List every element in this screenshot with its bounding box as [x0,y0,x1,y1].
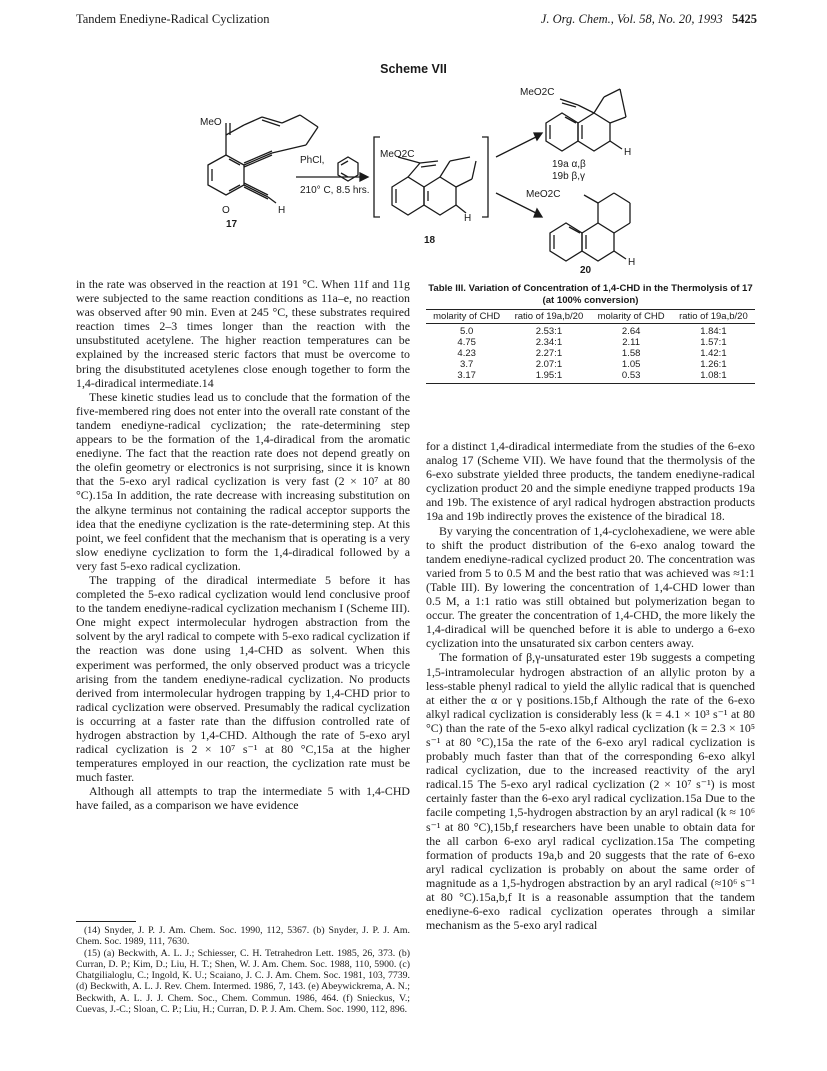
table-row [426,324,755,338]
reference-14: (14) Snyder, J. P. J. Am. Chem. Soc. 1990, 112, 5367. (b) Snyder, J. P. J. Am. Chem. Soc. 1989, 111, 7630. [76,925,410,948]
col-header: molarity of CHD [426,310,507,324]
table-cell: 1.42:1 [700,348,727,359]
scheme-label-17: 17 [226,219,238,230]
table-row [426,370,755,384]
scheme-meo2c-19: MeO2C [520,87,555,98]
table-cell: 2.11 [622,337,641,348]
left-column [76,277,410,813]
arrowhead-to-20 [534,209,542,217]
product-20-structure [550,193,630,261]
reference-15: (15) (a) Beckwith, A. L. J.; Schiesser, C. H. Tetrahedron Lett. 1985, 26, 373. (b) Curran, D. P.; Kim, D.; Liu, H. T.; Shen, W. J. Am. Chem. Soc. 1988, 110, 5900. (c) Chatgilialoglu, C.; Ingold, K. U.; Scaiano, J. C. J. Am. Chem. Soc. 1981, 103, 7739. (d) Beckwith, A. L. J. Rev. Chem. Intermed. 1986, 7, 143. (e) Abeywickrema, A. N.; Beckwith, A. L. J. J. Chem. Soc., Chem. Commun. 1986, 464. (f) Snieckus, V.; Cuevas, J.-C.; Sloan, C. P.; Liu, H.; Curran, D. P. J. Am. Chem. Soc. 1990, 112, 896. [76,947,410,1016]
page-number: 5425 [732,12,757,26]
scheme-meo2c-20: MeO2C [526,189,561,200]
table-row [426,359,755,370]
intermediate-18-structure [392,157,476,215]
col-header: molarity of CHD [590,310,671,324]
table-cell: 2.64 [621,326,641,337]
scheme-reagents: PhCl, [300,155,325,166]
scheme-h-20: H [628,257,636,268]
table-cell: 2.34:1 [535,337,563,348]
arrowhead-to-19 [534,133,542,140]
paragraph-6: By varying the concentration of 1,4-cyclohexadiene, we were able to shift the product distribution of the 6-exo analog toward the tandem enediyne-radical cyclized product 20. The concentration was varied from 5 to 0.5 M and the best ratio that was achieved was ≈1:1 (Table III). By lowering the concentration of 1,4-CHD lower than 0.5 M, a 1:1 ratio was still obtained but polymerization began to occur. The greater the concentration of 1,4-CHD, the more likely the 1,4-diradical will be quenched before it is able to undergo a 6-exo cyclization into the unsaturated six carbon centers away. [426,523,755,651]
scheme-drawing [0,75,827,275]
table-cell: 1.58 [621,348,641,359]
paragraph-7: The formation of β,γ-unsaturated ester 19b suggests a competing 1,5-intramolecular hydrogen abstraction of an allylic proton by a less-stable phenyl radical to yield the allylic radical that is quenched at either the α or γ positions.15b,f Although the rate of the 6-exo alkyl radical cyclization is considerably less (k = 4.1 × 10³ s⁻¹ at 80 °C) than the rate of the 5-exo alkyl radical cyclization (k = 2.3 × 10⁵ s⁻¹ at 80 °C),15a the rate of the 6-exo aryl radical cyclization is probably much faster than that of the corresponding 6-exo alkyl radical cyclization, due to the increased reactivity of the aryl radical.15 The 5-exo aryl radical cyclization (2 × 10⁷ s⁻¹) is most certainly faster than the 6-exo aryl radical cyclization.15a Due to the facile competing 1,5-hydrogen abstraction by an aryl radical (k ≈ 10⁶ s⁻¹ at 80 °C),15b,f researchers have been unable to obtain data for the all carbon 6-exo aryl radical cyclization.15a The competing formation of products 19a,b and 20 suggests that the rate of 6-exo aryl radical cyclization is probably on about the same order of magnitude as a 1,5-hydrogen abstraction by an aryl radical (≈10⁶ s⁻¹ at 80 °C).15a,b,f It is a reasonable assumption that the tandem enediyne-6-exo radical cyclization operates through a similar mechanism as the 5-exo aryl radical [426,650,755,933]
scheme-label-18: 18 [424,235,436,246]
col-header: ratio of 19a,b/20 [672,310,755,324]
paragraph-2: These kinetic studies lead us to conclude that the formation of the five-membered ring does not enter into the overall rate constant of the tandem enediyne-radical cyclization; the rate-determining step appears to be the formation of the 1,4-diradical from the aromatic enediyne. The fact that the reaction rate does not depend greatly on the olefin geometry or electronics is not surprising, since it is known that the 5-exo aryl radical cyclization is very fast (2 × 10⁷ at 80 °C).15a In addition, the rate decrease with increasing substitution on the alkyne terminus not containing the radical acceptor supports the idea that the enediyne cyclization is the rate-determining step. At this point, we feel confident that the mechanism that is operating is a very slow enediyne cyclization to form the 1,4-diradical followed by a very fast 5-exo radical cyclization. [76,389,410,573]
scheme-label-19a: 19a α,β [552,159,586,170]
paragraph-4: Although all attempts to trap the intermediate 5 with 1,4-CHD have failed, as a comparison we have evidence [76,784,410,813]
table-cell: 4.75 [457,337,476,348]
table-cell: 1.95:1 [507,370,590,384]
paragraph-5: for a distinct 1,4-diradical intermediate from the studies of the 6-exo analog 17 (Scheme VII). We have found that the thermolysis of the 6-exo substrate yielded three products, the tandem enediyne-radical cyclization product 20 and the simple enediyne trapped products 19a and 19b. The existence of aryl radical hydrogen abstraction products 19a and 19b indirectly proves the existence of the biradical 18. [426,439,755,524]
table-cell: 2.07:1 [535,359,563,370]
table-cell: 4.23 [457,348,476,359]
col-header: ratio of 19a,b/20 [507,310,590,324]
right-column [426,439,755,932]
scheme-o-label: O [222,205,230,216]
table-cell: 1.57:1 [700,337,727,348]
scheme-label-19b: 19b β,γ [552,171,585,182]
table-cell: 1.26:1 [700,359,727,370]
reaction-arrowhead [360,173,368,181]
scheme-h-17: H [278,205,286,216]
table-cell: 1.05 [621,359,641,370]
journal-name: J. Org. Chem., Vol. 58, No. 20, 1993 [540,12,723,26]
table-iii [426,283,755,384]
concentration-table [426,309,755,384]
arrow-to-19 [496,137,536,157]
table-cell: 1.84:1 [700,326,727,337]
scheme-h-18: H [464,213,472,224]
scheme-meo2c-18: MeO2C [380,149,415,160]
references [76,925,410,1015]
bracket-right [482,137,488,217]
reaction-scheme [0,75,827,275]
table-cell: 1.08:1 [672,370,755,384]
scheme-meo-label: MeO [200,117,222,128]
table-cell: 2.27:1 [535,348,563,359]
journal-citation [541,12,757,27]
scheme-label-20: 20 [580,265,592,275]
footnote-rule [76,921,136,922]
table-row [426,348,755,359]
table-cell: 3.17 [426,370,507,384]
table-cell: 5.0 [460,326,474,337]
paragraph-3: The trapping of the diradical intermediate 5 before it has completed the 5-exo radical cyclization would lend conclusive proof to the tandem enediyne-radical cyclization mechanism I (Scheme III). One might expect intermolecular hydrogen abstraction from the solvent by the aryl radical to compete with 5-exo radical cyclization if the reaction was done using 1,4-CHD as solvent. When this experiment was performed, the only observed product was a tricycle arising from the tandem enediyne-radical cyclization. No products derived from intermolecular hydrogen trapping by 1,4-CHD prior to radical cyclization were observed. Presumably the radical cyclization is occurring at a faster rate than the diffusion controlled rate of hydrogen abstraction by 1,4-CHD. Although the rate of 5-exo aryl radical cyclization is 2 × 10⁷ s⁻¹ at 80 °C,15a at the higher temperatures employed in our reaction, the cyclization rate must be much faster. [76,572,410,785]
table-cell: 3.7 [460,359,474,370]
table-cell: 2.53:1 [535,326,563,337]
scheme-h-19: H [624,147,632,158]
product-19-structure [546,89,626,151]
table-row [426,337,755,348]
scheme-title: Scheme VII [380,62,447,76]
running-header: Tandem Enediyne-Radical Cyclization [76,12,270,26]
table-caption: Table III. Variation of Concentration of 1,4-CHD in the Thermolysis of 17 (at 100% conversion) [428,283,753,306]
scheme-conditions: 210° C, 8.5 hrs. [300,185,370,196]
paragraph-1: in the rate was observed in the reaction at 191 °C. When 11f and 11g were subjected to the same reaction conditions as 11a–e, no reaction was observed after 90 min. Even at 245 °C, these substrates required reaction times 2–3 times longer than the reaction with the unsubstituted acetylene. The higher reaction temperatures can be explained by the increased steric factors that must be overcome to bring the disubstituted acetylenes close enough together to form the 1,4-diradical intermediate.14 [76,277,410,390]
table-cell: 0.53 [590,370,671,384]
